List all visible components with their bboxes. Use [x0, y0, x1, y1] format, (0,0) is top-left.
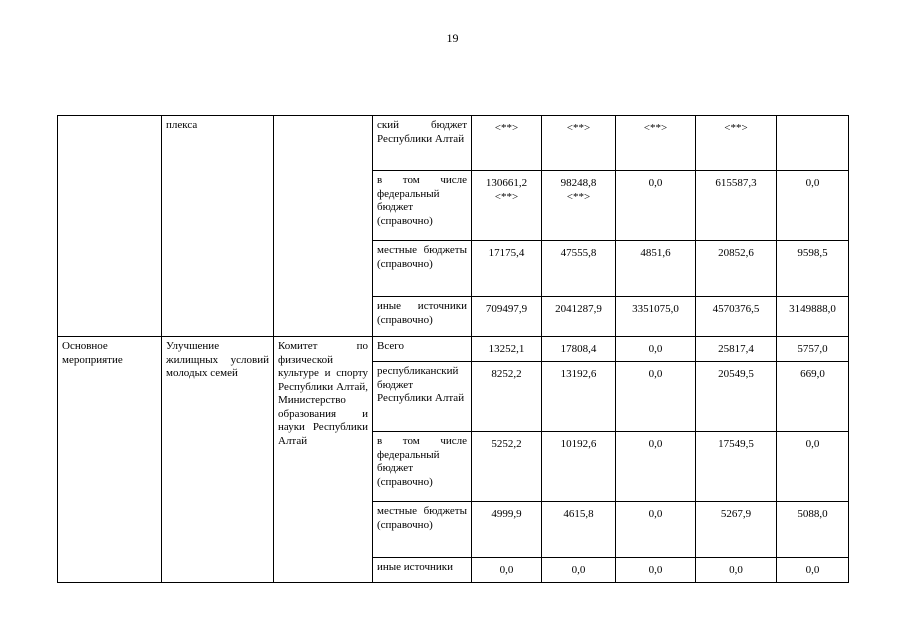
cell-value: 17808,4 [542, 337, 616, 362]
cell-value: 13192,6 [542, 362, 616, 432]
cell-value: 0,0 [616, 432, 696, 502]
cell-value: 20549,5 [696, 362, 777, 432]
cell-value: 5757,0 [777, 337, 849, 362]
cell-value: 0,0 [472, 558, 542, 583]
cell-value: 0,0 [542, 558, 616, 583]
cell-value: <**> [472, 116, 542, 171]
cell-value: 669,0 [777, 362, 849, 432]
cell-value: <**> [696, 116, 777, 171]
cell-source: иные источники [373, 558, 472, 583]
cell-value: 4851,6 [616, 241, 696, 297]
value-note: <**> [566, 190, 591, 203]
cell-value: 4570376,5 [696, 297, 777, 337]
cell-event-type: Основное мероприятие [58, 337, 162, 583]
cell-value: 0,0 [616, 337, 696, 362]
cell-value: 4615,8 [542, 502, 616, 558]
cell-value: 0,0 [616, 171, 696, 241]
cell-value: 0,0 [616, 502, 696, 558]
table-row [58, 116, 849, 171]
cell-value: 25817,4 [696, 337, 777, 362]
cell-value: 709497,9 [472, 297, 542, 337]
cell-value: 2041287,9 [542, 297, 616, 337]
cell-event-name: Улучшение жилищных условий молодых семей [162, 337, 274, 583]
cell-value: 5088,0 [777, 502, 849, 558]
cell-value: 0,0 [777, 171, 849, 241]
cell-value: 0,0 [696, 558, 777, 583]
cell-source: ский бюджет Республики Алтай [373, 116, 472, 171]
cell-value: 4999,9 [472, 502, 542, 558]
cell-source: местные бюджеты (справочно) [373, 502, 472, 558]
cell-source: местные бюджеты (справочно) [373, 241, 472, 297]
cell-source: в том числе федеральный бюджет (справочно) [373, 432, 472, 502]
cell-empty [274, 116, 373, 337]
cell-value: 615587,3 [696, 171, 777, 241]
cell-source: Всего [373, 337, 472, 362]
cell-value: 3149888,0 [777, 297, 849, 337]
cell-value: 8252,2 [472, 362, 542, 432]
cell-value: 5267,9 [696, 502, 777, 558]
cell-value [472, 171, 542, 241]
value-note: <**> [494, 190, 519, 203]
cell-value: <**> [542, 116, 616, 171]
cell-source: в том числе федеральный бюджет (справочно) [373, 171, 472, 241]
cell-value: 0,0 [777, 432, 849, 502]
cell-name-continued: плекса [162, 116, 274, 337]
cell-value: 20852,6 [696, 241, 777, 297]
value: 98248,8 [560, 177, 597, 189]
table-row [58, 337, 849, 362]
cell-value [777, 116, 849, 171]
cell-value: <**> [616, 116, 696, 171]
page-number: 19 [446, 31, 459, 45]
budget-table [57, 115, 849, 583]
cell-empty [58, 116, 162, 337]
cell-value: 0,0 [616, 362, 696, 432]
cell-value: 17549,5 [696, 432, 777, 502]
cell-value: 9598,5 [777, 241, 849, 297]
cell-value: 17175,4 [472, 241, 542, 297]
cell-executor: Комитет по физической культуре и спорту Республики Алтай, Министерство образования и науки Республики Алтай [274, 337, 373, 583]
cell-source: иные источники (справочно) [373, 297, 472, 337]
cell-value: 10192,6 [542, 432, 616, 502]
cell-value [542, 171, 616, 241]
cell-value: 0,0 [777, 558, 849, 583]
value: 130661,2 [485, 177, 528, 189]
cell-value: 3351075,0 [616, 297, 696, 337]
cell-value: 47555,8 [542, 241, 616, 297]
cell-value: 13252,1 [472, 337, 542, 362]
cell-value: 0,0 [616, 558, 696, 583]
cell-source: республиканский бюджет Республики Алтай [373, 362, 472, 432]
cell-value: 5252,2 [472, 432, 542, 502]
